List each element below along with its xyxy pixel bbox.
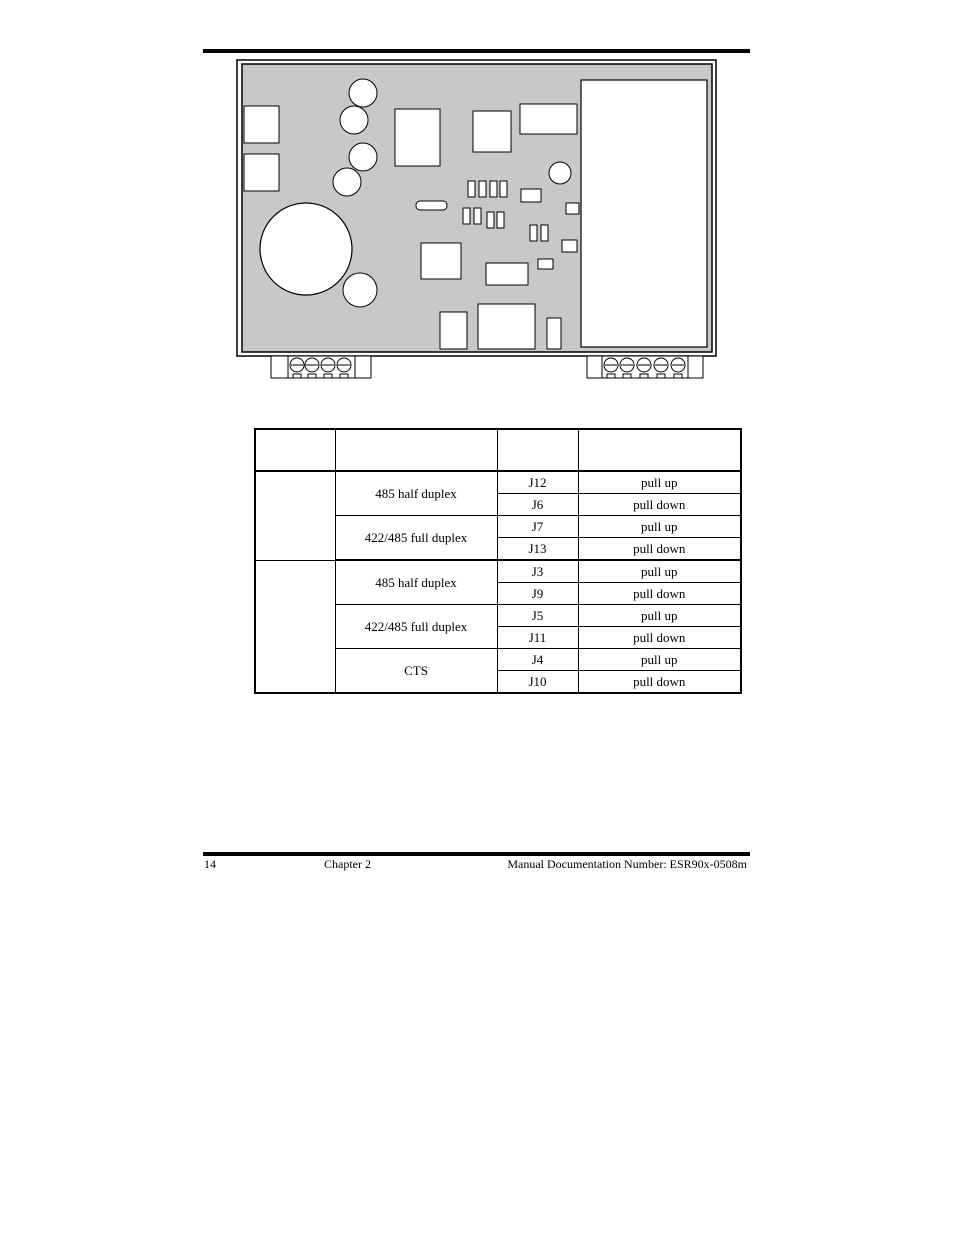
connector-block-2 [244,154,279,191]
mode-cell: 422/485 full duplex [335,605,497,649]
connector-block-1 [244,106,279,143]
round-component-2 [340,106,368,134]
crystal [416,201,447,210]
round-component-6 [549,162,571,184]
header-rule [203,49,750,53]
small-part-3 [562,240,577,252]
round-component-5 [343,273,377,307]
jumper-cell: J10 [497,671,578,694]
jumper-cell: J9 [497,583,578,605]
ic-chip-8 [547,318,561,349]
function-cell: pull down [578,494,741,516]
port-cell [255,471,335,560]
jumper-cell: J4 [497,649,578,671]
function-cell: pull up [578,605,741,627]
serial-module [581,80,707,347]
terminal-block-left [271,356,371,378]
ic-chip-4 [421,243,461,279]
ic-chip-3 [520,104,577,134]
large-capacitor [260,203,352,295]
table-row [255,471,741,494]
jumper-settings-table [254,428,742,694]
function-cell: pull down [578,538,741,561]
jumper-cell: J12 [497,471,578,494]
table-header-row [255,429,741,471]
function-cell: pull up [578,471,741,494]
header-cell [497,429,578,471]
mode-cell: CTS [335,649,497,694]
jumper-cell: J6 [497,494,578,516]
ic-chip-2 [473,111,511,152]
jumper-cell: J13 [497,538,578,561]
jumper-cell: J3 [497,560,578,583]
function-cell: pull up [578,649,741,671]
round-component-3 [349,143,377,171]
jumper-cell: J11 [497,627,578,649]
function-cell: pull down [578,583,741,605]
table-row [255,560,741,583]
function-cell: pull up [578,516,741,538]
round-component-4 [333,168,361,196]
function-cell: pull down [578,671,741,694]
mode-cell: 485 half duplex [335,471,497,516]
footer-doc-number: Manual Documentation Number: ESR90x-0508m [507,857,747,871]
ic-chip-5 [486,263,528,285]
port-cell [255,560,335,693]
footer-rule [203,852,750,856]
page-number: 14 [204,857,216,871]
header-cell [578,429,741,471]
function-cell: pull up [578,560,741,583]
terminal-block-right [587,356,703,378]
jumper-cell: J7 [497,516,578,538]
small-part-4 [538,259,553,269]
header-cell [255,429,335,471]
circuit-board-diagram [236,59,718,381]
ic-chip-6 [440,312,467,349]
mode-cell: 485 half duplex [335,560,497,605]
footer-chapter: Chapter 2 [324,857,371,871]
small-part-1 [521,189,541,202]
header-cell [335,429,497,471]
function-cell: pull down [578,627,741,649]
small-part-2 [566,203,579,214]
round-component-1 [349,79,377,107]
jumper-cell: J5 [497,605,578,627]
ic-chip-7 [478,304,535,349]
mode-cell: 422/485 full duplex [335,516,497,561]
ic-chip-1 [395,109,440,166]
